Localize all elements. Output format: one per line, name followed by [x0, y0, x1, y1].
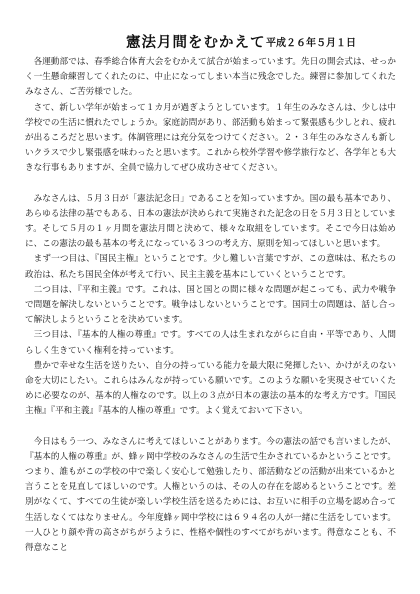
paragraph: 各運動部では、春季総合体育大会をむかえて試合が始まっています。先日の開会式は、せっかく一生懸命練習してくれたのに、中止になってしまい本当に残念でした。練習に参加してくれたみなさん、ご苦労様でした。	[25, 57, 396, 98]
paragraph: さて、新しい学年が始まって１カ月が過ぎようとしています。１年生のみなさんは、少しは中学校での生活に慣れたでしょうか。家庭訪問があり、部活動も始まって緊張感も少しとれ、疲れが出るころだと思います。体調管理には充分気をつけてください。２・３年生のみなさんも新しいクラスで少し緊張感を味わったと思います。これから校外学習や修学旅行など、各学年とも大きな行事もありますが、全員で協力してぜひ成功させてください。	[25, 102, 396, 174]
paragraph: 豊かで幸せな生活を送りたい、自分の持っている能力を最大限に発揮したい、かけがえのない命を大切にしたい。これらはみんなが持っている願いです。このような願いを実現させていくために必要なのが、基本的人権なのです。以上の３点が日本の憲法の基本的な考え方です。『国民主権』『平和主義』『基本的人権の尊重』です。よく覚えておいて下さい。	[25, 360, 396, 417]
page-body	[25, 55, 396, 556]
section-constitution	[25, 192, 396, 420]
section-spacer	[25, 177, 396, 192]
paragraph: 三つ目は、『基本的人権の尊重』です。すべての人は生まれながらに自由・平等であり、人間らしく生きていく権利を持っています。	[25, 330, 396, 356]
paragraph: 二つ目は、『平和主義』です。これは、国と国との間に様々な問題が起こっても、武力や戦争で問題を解決しないということです。戦争はしないということです。国同士の問題は、話し合って解決しようということを決めています。	[25, 284, 396, 326]
page-title: 憲法月間をむかえて	[126, 35, 266, 51]
paragraph: みなさんは、５月３日が「憲法記念日」であることを知っていますか。国の最も基本であり、あらゆる法律の基でもある、日本の憲法が決められて実施された記念の日を５月３日としています。そして５月の１ヶ月間を憲法月間と決めて、様々な取組をしています。そこで今日は始めに、この憲法の最も基本の考えになっている３つの考え方、原則を知ってほしいと思います。	[25, 193, 396, 250]
issue-date: 平成２６年５月１日	[266, 38, 356, 49]
section-spacer	[25, 420, 396, 435]
paragraph: まず一つ目は、『国民主権』ということです。少し難しい言葉ですが、この意味は、私たちの政治は、私たち国民全体が考えて行い、民主主義を基本にしていくということです。	[25, 254, 396, 280]
page-header	[0, 31, 420, 51]
section-human-rights	[25, 435, 396, 557]
section-sports-and-school-life	[25, 55, 396, 177]
paragraph: 今日はもう一つ、みなさんに考えてほしいことがあります。今の憲法の話でも言いましたが、『基本的人権の尊重』が、蜂ヶ岡中学校のみなさんの生活で生かされているかということです。つまり、誰もがこの学校の中で楽しく安心して勉強したり、部活動などの活動が出来ているかと言うことを見直してほしいのです。人権というのは、その人の存在を認めるということです。差別がなくて、すべての生徒が楽しい学校生活を送るためには、お互いに相手の立場を認め合って生活しなくてはなりません。今年度蜂ヶ岡中学校には６９４名の人が一緒に生活をしています。一人ひとり顔や背の高さがちがうように、性格や個性のすべてがちがいます。得意なことも、不得意なこと	[25, 436, 396, 554]
